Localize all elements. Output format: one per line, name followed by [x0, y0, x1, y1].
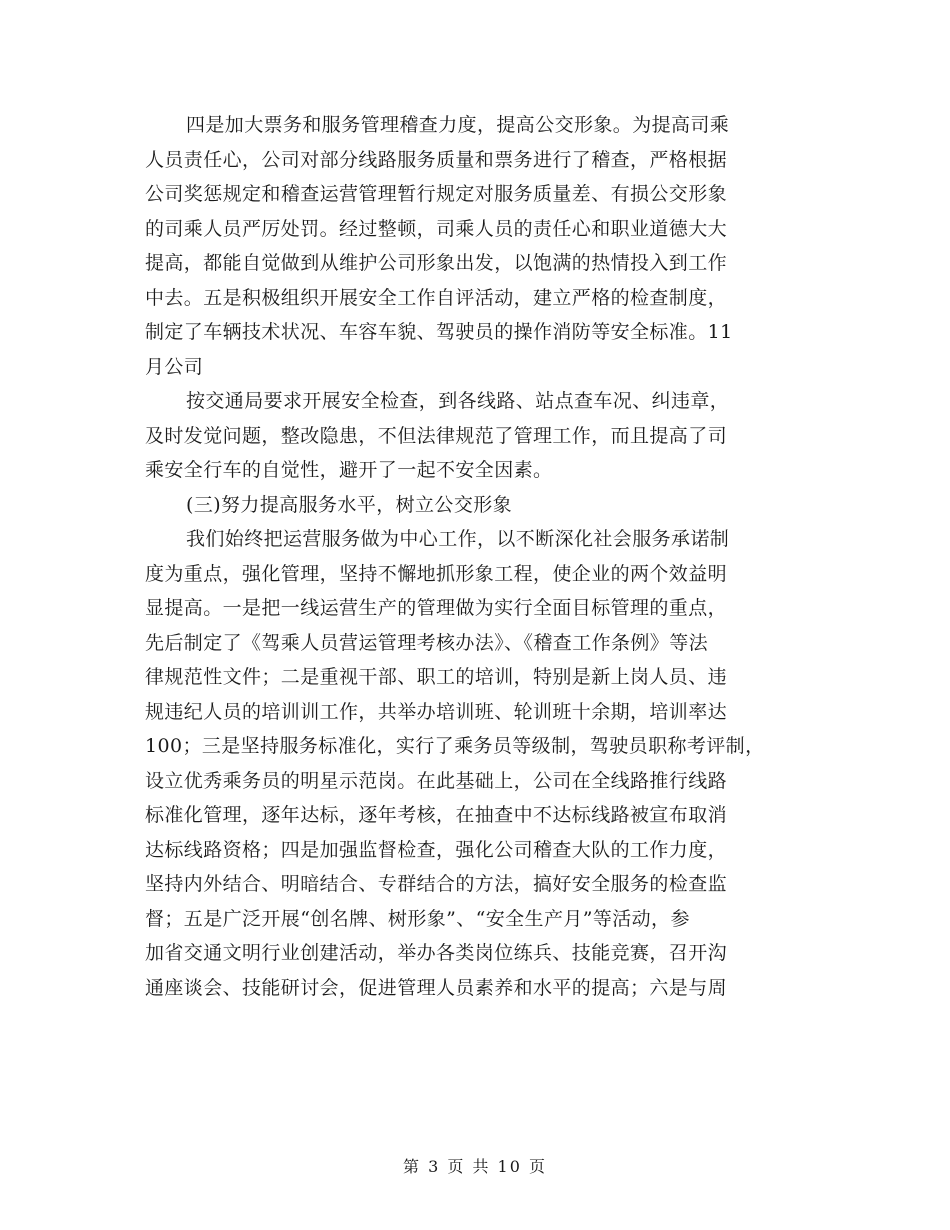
text-line: 设立优秀乘务员的明星示范岗。在此基础上，公司在全线路推行线路 [145, 769, 728, 792]
text-line: 乘安全行车的自觉性，避开了一起不安全因素。 [145, 459, 553, 481]
text-line: 律规范性文件；二是重视干部、职工的培训，特别是新上岗人员、违 [145, 666, 728, 688]
text-line: 的司乘人员严厉处罚。经过整顿，司乘人员的责任心和职业道德大大 [145, 217, 728, 240]
text-line: 按交通局要求开展安全检查，到各线路、站点查车况、纠违章， [186, 390, 730, 412]
text-line: 中去。五是积极组织开展安全工作自评活动，建立严格的检查制度， [145, 286, 728, 309]
text-line: 达标线路资格；四是加强监督检查，强化公司稽查大队的工作力度， [145, 838, 728, 861]
text-line: 我们始终把运营服务做为中心工作，以不断深化社会服务承诺制 [186, 528, 730, 550]
text-line: 人员责任心，公司对部分线路服务质量和票务进行了稽查，严格根据 [145, 148, 728, 171]
document-body [145, 108, 805, 1005]
text-line: 标准化管理，逐年达标，逐年考核，在抽查中不达标线路被宣布取消 [145, 804, 728, 826]
text-line: 先后制定了《驾乘人员营运管理考核办法》、《稽查工作条例》等法 [145, 631, 709, 654]
text-line: 月公司 [145, 355, 204, 378]
text-line: 显提高。一是把一线运营生产的管理做为实行全面目标管理的重点， [145, 597, 728, 619]
text-line: 制定了车辆技术状况、车容车貌、驾驶员的操作消防等安全标准。11 [145, 321, 733, 343]
text-line: 坚持内外结合、明暗结合、专群结合的方法，搞好安全服务的检查监 [145, 873, 728, 895]
text-line: 公司奖惩规定和稽查运营管理暂行规定对服务质量差、有损公交形象 [145, 183, 728, 205]
text-line: 督；五是广泛开展“创名牌、树形象”、“安全生产月”等活动，参 [145, 907, 690, 930]
text-line: 通座谈会、技能研讨会，促进管理人员素养和水平的提高；六是与周 [145, 976, 728, 999]
page-number-footer: 第 3 页 共 10 页 [403, 1157, 547, 1176]
text-line: 规违纪人员的培训训工作，共举办培训班、轮训班十余期，培训率达 [145, 700, 728, 723]
text-line: 100；三是坚持服务标准化，实行了乘务员等级制，驾驶员职称考评制， [145, 735, 765, 757]
text-line: 四是加大票务和服务管理稽查力度，提高公交形象。为提高司乘 [186, 114, 730, 136]
text-line: 度为重点，强化管理，坚持不懈地抓形象工程，使企业的两个效益明 [145, 562, 728, 585]
text-line: 加省交通文明行业创建活动，举办各类岗位练兵、技能竞赛，召开沟 [145, 942, 728, 964]
text-line: 提高，都能自觉做到从维护公司形象出发，以饱满的热情投入到工作 [145, 252, 728, 274]
text-line: 及时发觉问题，整改隐患，不但法律规范了管理工作，而且提高了司 [145, 424, 728, 447]
text-line: (三)努力提高服务水平，树立公交形象 [186, 493, 513, 516]
